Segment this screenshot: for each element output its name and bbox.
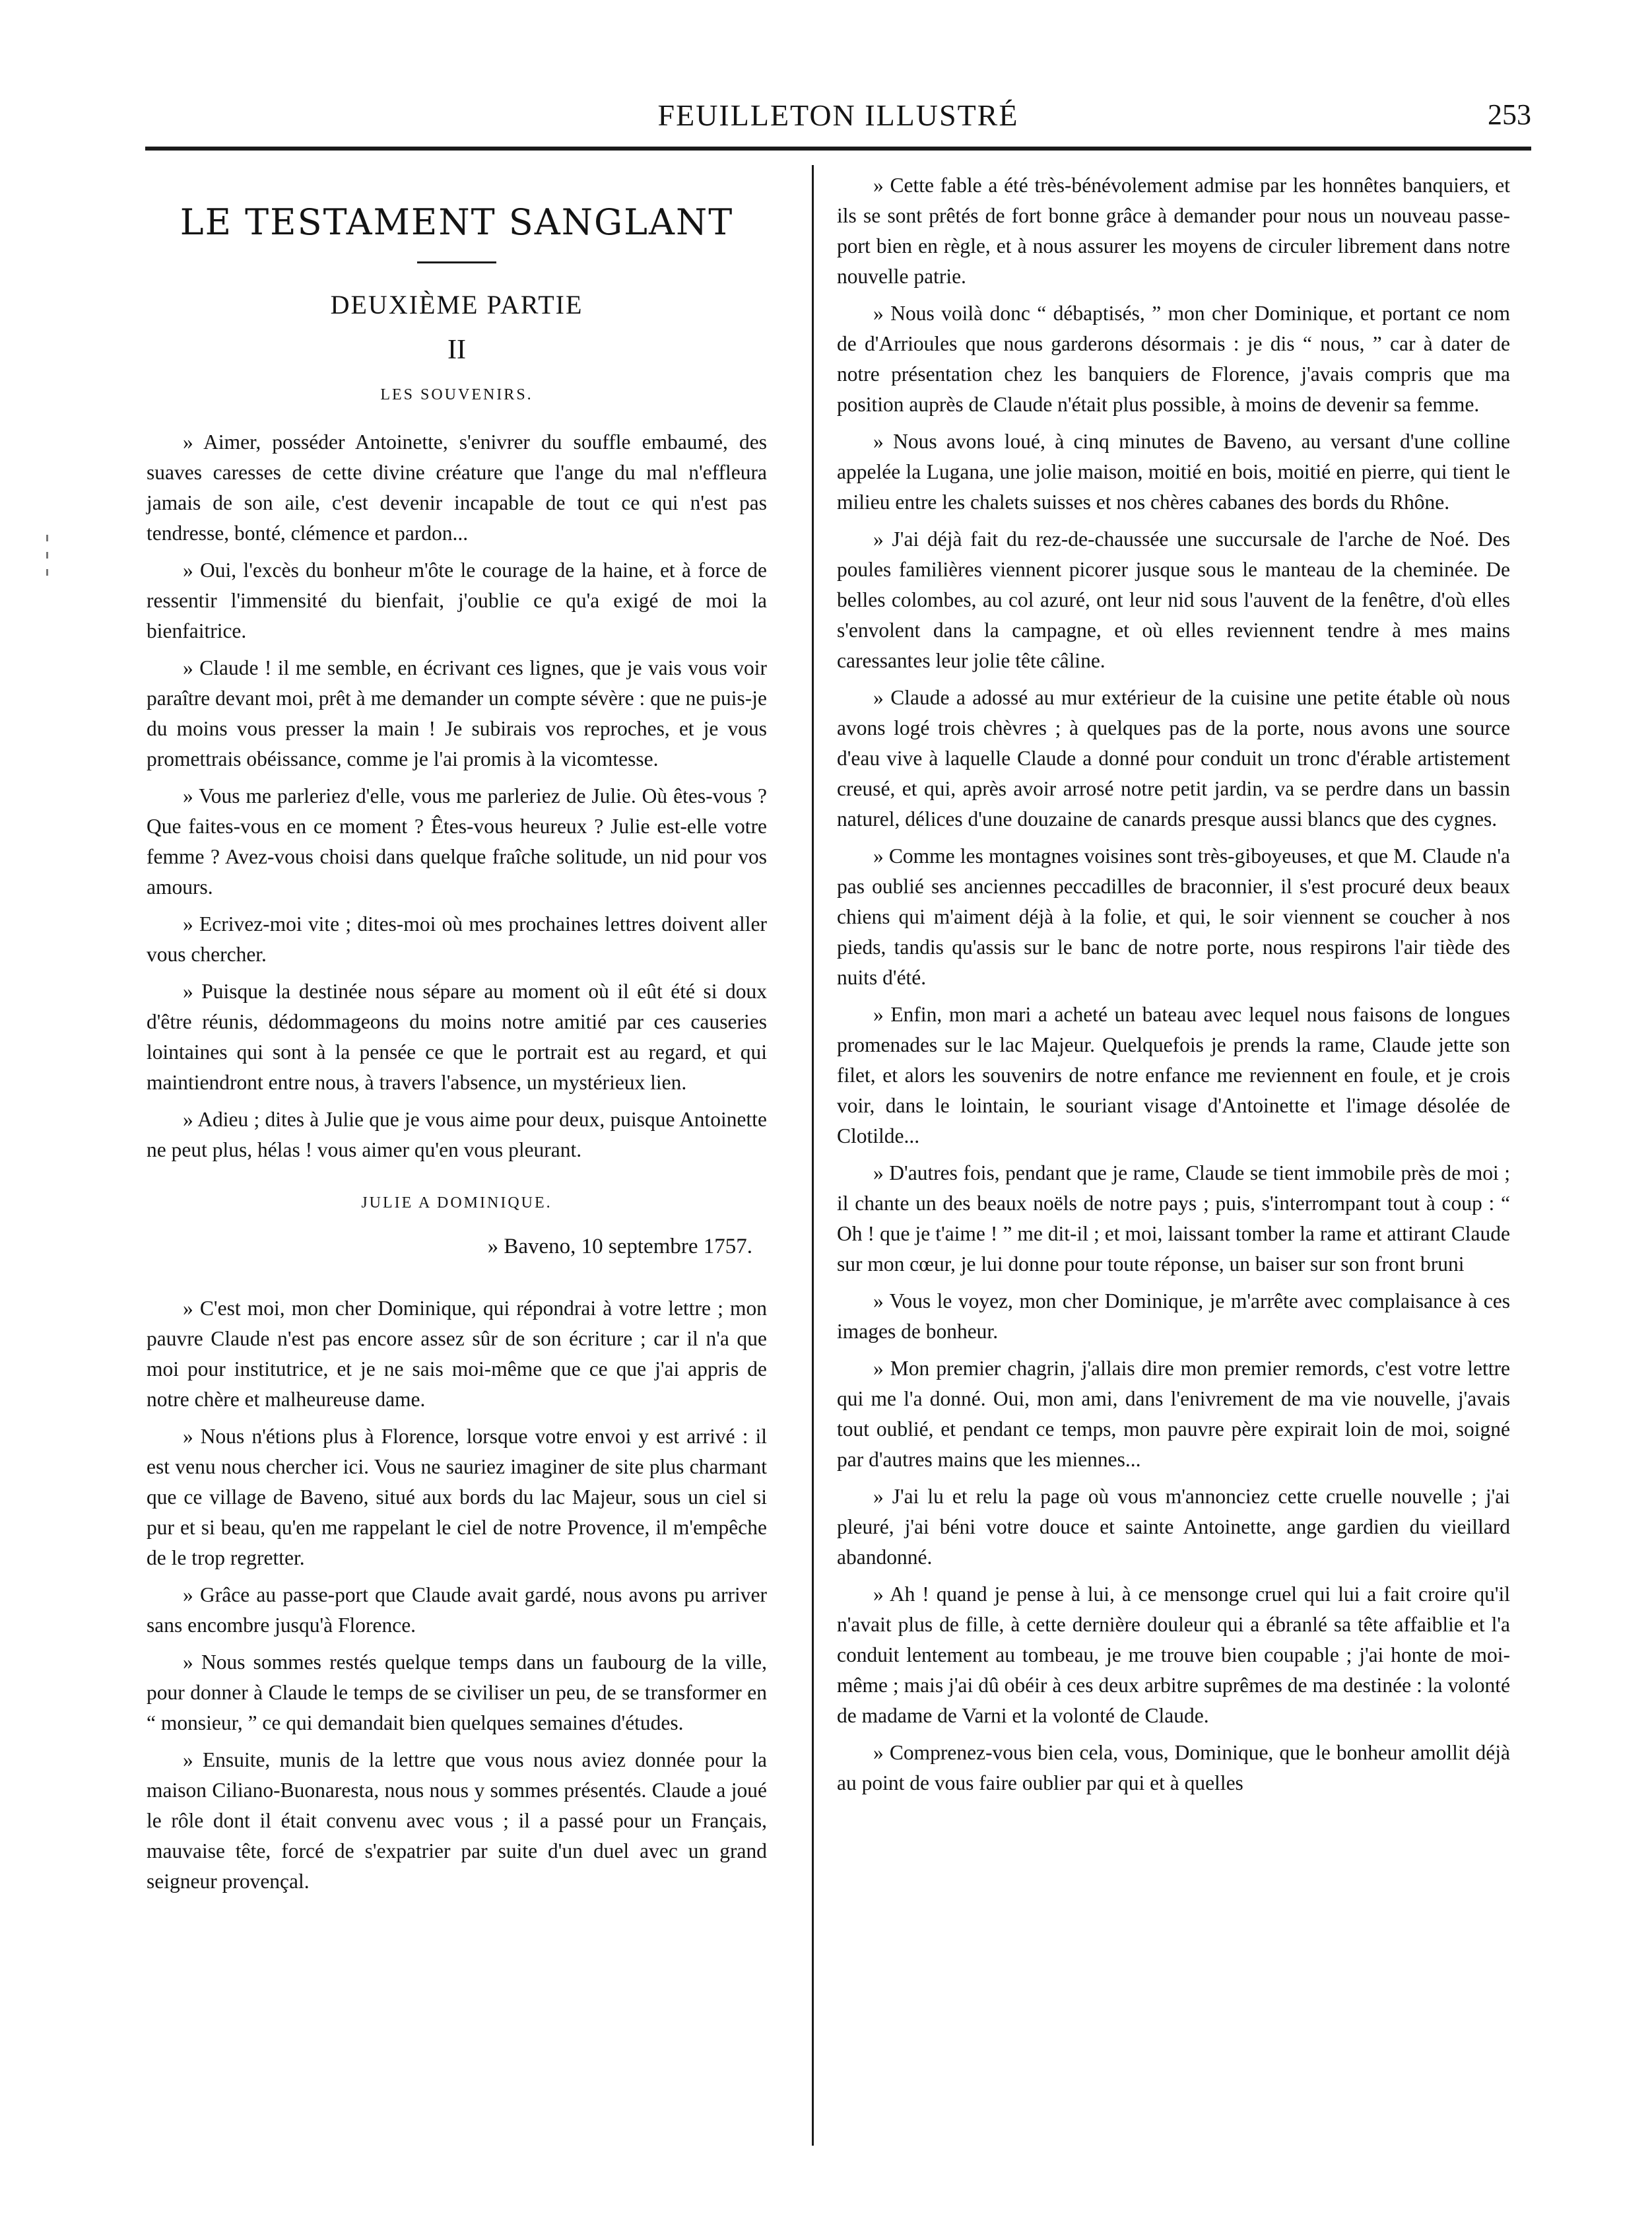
paragraph: » Puisque la destinée nous sépare au moment où il eût été si doux d'être réunis, dédommageons du moins notre amitié par ces causeries lointaines qui sont à la pensée ce que le portrait est au regard, et qui maintiendront entre nous, à travers l'absence, un mystérieux lien.	[147, 980, 767, 1094]
paragraph: » Ecrivez-moi vite ; dites-moi où mes prochaines lettres doivent aller vous chercher.	[147, 912, 767, 966]
paragraph: » Cette fable a été très-bénévolement admise par les honnêtes banquiers, et ils se sont prêtés de fort bonne grâce à demander pour nous un nouveau passe-port bien en règle, et à nous assurer les moyens de circuler librement dans notre nouvelle patrie.	[837, 174, 1510, 288]
paragraph: » Vous le voyez, mon cher Dominique, je m'arrête avec complaisance à ces images de bonheur.	[837, 1289, 1510, 1343]
paragraph: » Nous voilà donc “ débaptisés, ” mon cher Dominique, et portant ce nom de d'Arrioules que nous garderons désormais : je dis “ nous, ” car à dater de notre présentation chez les banquiers de Florence, j'avais compris que ma position auprès de Claude n'était plus possible, à moins de devenir sa femme.	[837, 302, 1510, 416]
part-title: DEUXIÈME PARTIE	[330, 290, 583, 320]
letter-heading: JULIE A DOMINIQUE.	[361, 1194, 552, 1211]
page-header	[145, 98, 1531, 137]
paragraph: » J'ai déjà fait du rez-de-chaussée une succursale de l'arche de Noé. Des poules familières viennent picorer jusque sous le manteau de la cheminée. De belles colombes, au col azuré, ont leur nid sous l'auvent de la fenêtre, d'où elles s'envolent dans la campagne, et où elles reviennent tendre à mes mains caressantes leur jolie tête câline.	[837, 528, 1510, 672]
page-number: 253	[1488, 98, 1531, 131]
paragraph: » Grâce au passe-port que Claude avait gardé, nous avons pu arriver sans encombre jusqu'à Florence.	[147, 1583, 767, 1637]
right-column	[837, 170, 1510, 1805]
paragraph: » Nous avons loué, à cinq minutes de Baveno, au versant d'une colline appelée la Lugana, une jolie maison, moitié en bois, moitié en pierre, qui tient le milieu entre les chalets suisses et nos chères cabanes des bords du Rhône.	[837, 430, 1510, 514]
paragraph: » Enfin, mon mari a acheté un bateau avec lequel nous faisons de longues promenades sur le lac Majeur. Quelquefois je prends la rame, Claude jette son filet, et alors les souvenirs de notre enfance me reviennent en foule, et je crois voir, dans le lointain, le souriant visage d'Antoinette et l'image désolée de Clotilde...	[837, 1003, 1510, 1147]
paragraph: » Ah ! quand je pense à lui, à ce mensonge cruel qui lui a fait croire qu'il n'avait plus de fille, à cette dernière douleur qui a ébranlé sa tête affaiblie et l'a conduit lentement au tombeau, je me trouve bien coupable ; j'ai honte de moi-même ; mais j'ai dû obéir à ces deux arbitre suprêmes de ma destinée : la volonté de madame de Varni et la volonté de Claude.	[837, 1583, 1510, 1727]
chapter-title: LES SOUVENIRS.	[380, 386, 533, 403]
paragraph: » C'est moi, mon cher Dominique, qui répondrai à votre lettre ; mon pauvre Claude n'est pas encore assez sûr de son écriture ; car il n'a que moi pour institutrice, et je ne sais moi-même que ce que j'ai appris de notre chère et malheureuse dame.	[147, 1297, 767, 1411]
letter-dateline: » Baveno, 10 septembre 1757.	[487, 1235, 752, 1258]
paragraph: » Nous sommes restés quelque temps dans un faubourg de la ville, pour donner à Claude le temps de se civiliser un peu, de se transformer en “ monsieur, ” ce qui demandait bien quelques semaines d'études.	[147, 1651, 767, 1734]
column-divider	[812, 165, 814, 2146]
paragraph: » J'ai lu et relu la page où vous m'annonciez cette cruelle nouvelle ; j'ai pleuré, j'ai béni votre douce et sainte Antoinette, ange gardien du vieillard abandonné.	[837, 1485, 1510, 1569]
left-column	[147, 165, 767, 1903]
paragraph: » Claude a adossé au mur extérieur de la cuisine une petite étable où nous avons logé trois chèvres ; à quelques pas de la porte, nous avons une source d'eau vive à laquelle Claude a donné pour conduit un tronc d'érable artistement creusé, et qui, après avoir arrosé notre petit jardin, va se perdre dans un bassin naturel, délices d'une douzaine de canards presque aussi blancs que des cygnes.	[837, 686, 1510, 831]
paragraph: » Comme les montagnes voisines sont très-giboyeuses, et que M. Claude n'a pas oublié ses anciennes peccadilles de braconnier, il s'est procuré deux beaux chiens qui m'aiment déjà à la folie, et qui, le soir viennent se coucher à nos pieds, tandis qu'assis sur le banc de notre porte, nous respirons l'air tiède des nuits d'été.	[837, 844, 1510, 989]
paragraph: » Mon premier chagrin, j'allais dire mon premier remords, c'est votre lettre qui me l'a donné. Oui, mon ami, dans l'enivrement de ma vie nouvelle, j'avais tout oublié, et pendant ce temps, mon pauvre père expirait loin de moi, soigné par d'autres mains que les miennes...	[837, 1357, 1510, 1471]
paragraph: » Nous n'étions plus à Florence, lorsque votre envoi y est arrivé : il est venu nous chercher ici. Vous ne sauriez imaginer de site plus charmant que ce village de Baveno, situé aux bords du lac Majeur, sous un ciel si pur et si beau, qu'en me rappelant le ciel de notre Provence, il m'empêche de le trop regretter.	[147, 1425, 767, 1569]
running-title: FEUILLETON ILLUSTRÉ	[657, 98, 1019, 132]
paragraph: » Vous me parleriez d'elle, vous me parleriez de Julie. Où êtes-vous ? Que faites-vous en ce moment ? Êtes-vous heureux ? Julie est-elle votre femme ? Avez-vous choisi dans quelque fraîche solitude, un nid pour vos amours.	[147, 784, 767, 899]
paragraph: » Aimer, posséder Antoinette, s'enivrer du souffle embaumé, des suaves caresses de cette divine créature que l'ange du mal n'effleura jamais de son aile, c'est devenir incapable de tout ce qui n'est pas tendresse, bonté, clémence et pardon...	[147, 430, 767, 545]
story-title: LE TESTAMENT SANGLANT	[180, 201, 734, 243]
title-rule	[417, 261, 496, 263]
paragraph: » D'autres fois, pendant que je rame, Claude se tient immobile près de moi ; il chante un des beaux noëls de notre pays ; puis, s'interrompant tout à coup : “ Oh ! que je t'aime ! ” me dit-il ; et moi, laissant tomber la rame et attirant Claude sur mon cœur, je lui donne pour toute réponse, un baiser sur son front bruni	[837, 1161, 1510, 1276]
paragraph: » Comprenez-vous bien cela, vous, Dominique, que le bonheur amollit déjà au point de vous faire oublier par qui et à quelles	[837, 1741, 1510, 1794]
margin-marks	[46, 535, 50, 586]
paragraph: » Adieu ; dites à Julie que je vous aime pour deux, puisque Antoinette ne peut plus, hélas ! vous aimer qu'en vous pleurant.	[147, 1108, 767, 1161]
header-rule	[145, 147, 1531, 151]
chapter-number: II	[447, 335, 466, 365]
paragraph: » Oui, l'excès du bonheur m'ôte le courage de la haine, et à force de ressentir l'immensité du bienfait, j'oublie ce qu'a exigé de moi la bienfaitrice.	[147, 559, 767, 642]
paragraph: » Ensuite, munis de la lettre que vous nous aviez donnée pour la maison Ciliano-Buonaresta, nous nous y sommes présentés. Claude a joué le rôle dont il était convenu avec vous ; il a passé pour un Français, mauvaise tête, forcé de s'expatrier par suite d'un duel avec un grand seigneur provençal.	[147, 1748, 767, 1893]
paragraph: » Claude ! il me semble, en écrivant ces lignes, que je vais vous voir paraître devant moi, prêt à me demander un compte sévère : que ne puis-je du moins vous presser la main ! Je subirais vos reproches, et je vous promettrais obéissance, comme je l'ai promis à la vicomtesse.	[147, 656, 767, 770]
